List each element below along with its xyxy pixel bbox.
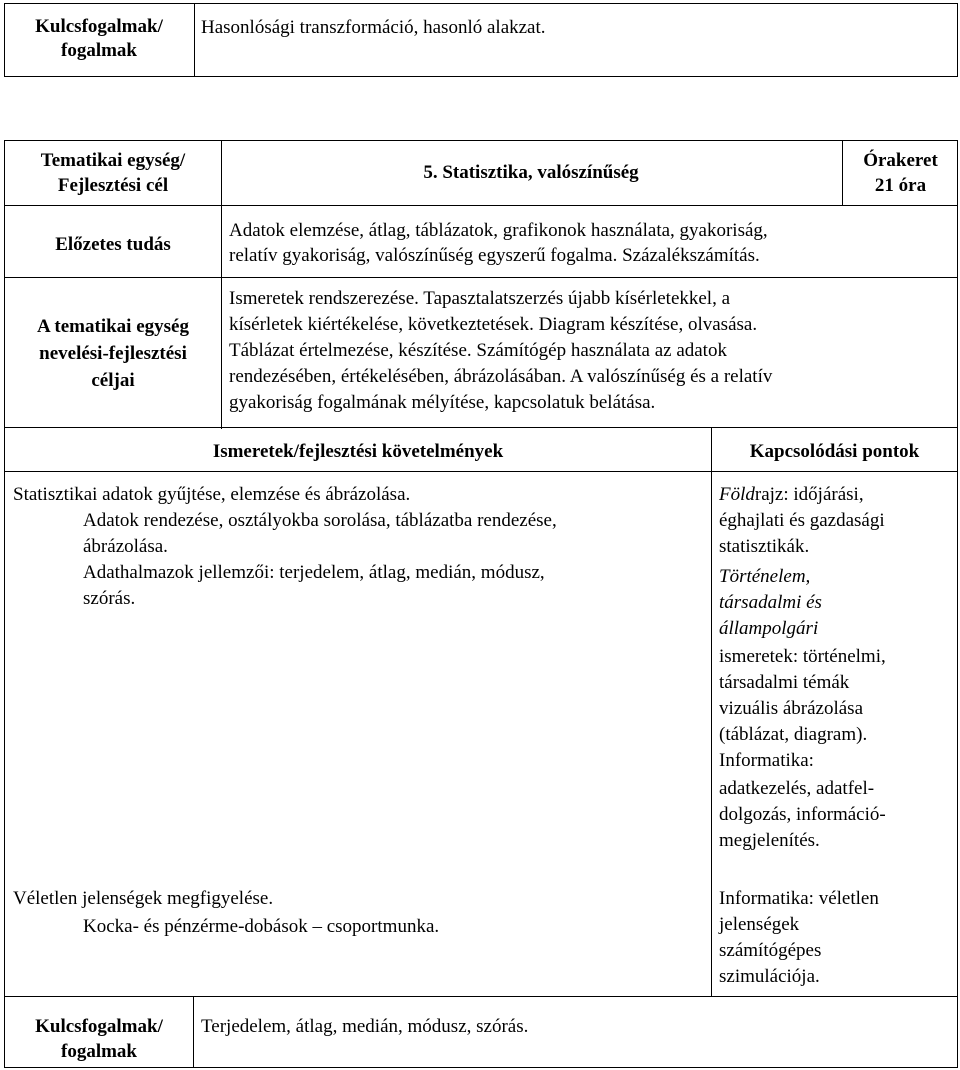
links-line-1: Földrajz: időjárási,: [719, 484, 864, 505]
req2-line-2: Kocka- és pénzérme-dobások – csoportmunka.: [83, 916, 440, 937]
links-header: Kapcsolódási pontok: [749, 441, 920, 462]
req-line-1: Statisztikai adatok gyűjtése, elemzése és ábrázolása.: [13, 484, 411, 505]
goals-label-line-3: céljai: [91, 370, 135, 391]
top-keyconcepts-value: Hasonlósági transzformáció, hasonló alakzat.: [201, 17, 546, 38]
top-keyconcepts-table: [4, 3, 958, 77]
links-line-5: társadalmi és: [719, 592, 822, 613]
bottom-keyconcepts-label-line-1: Kulcsfogalmak/: [35, 1016, 163, 1037]
links-line-7: ismeretek: történelmi,: [719, 646, 886, 667]
req-header-hline: [5, 471, 957, 472]
goals-line-3: Táblázat értelmezése, készítése. Számítógép használata az adatok: [229, 340, 727, 361]
prior-label: Előzetes tudás: [55, 234, 171, 255]
links-line-12: adatkezelés, adatfel-: [719, 778, 875, 799]
links-line-10: (táblázat, diagram).: [719, 724, 868, 745]
bottom-keyconcepts-divider: [193, 997, 194, 1067]
goals-line-2: kísérletek kiértékelése, következtetések. Diagram készítése, olvasása.: [229, 314, 758, 335]
goals-line-4: rendezésében, értékelésében, ábrázolásában. A valószínűség és a relatív: [229, 366, 773, 387]
goals-line-5: gyakoriság fogalmának mélyítése, kapcsolatuk belátása.: [229, 392, 656, 413]
goals-line-1: Ismeretek rendszerezése. Tapasztalatszerzés újabb kísérletekkel, a: [229, 288, 731, 309]
unit-vline-hours: [842, 141, 843, 206]
goals-label-line-1: A tematikai egység: [37, 316, 189, 337]
links-line-2: éghajlati és gazdasági: [719, 510, 885, 531]
unit-header-label-line-1: Tematikai egység/: [40, 150, 186, 171]
links2-line-2: jelenségek: [719, 914, 800, 935]
unit-header-label-line-2: Fejlesztési cél: [57, 175, 169, 196]
links2-line-4: szimulációja.: [719, 966, 820, 987]
links-line-9: vizuális ábrázolása: [719, 698, 864, 719]
links-line-13: dolgozás, információ-: [719, 804, 886, 825]
requirements-header: Ismeretek/fejlesztési követelmények: [212, 441, 504, 462]
unit-vline-left: [221, 141, 222, 429]
links-line-11: Informatika:: [719, 750, 814, 771]
req-line-4: Adathalmazok jellemzői: terjedelem, átlag, medián, módusz,: [83, 562, 545, 583]
unit-table: [4, 140, 958, 428]
req2-line-1: Véletlen jelenségek megfigyelése.: [13, 888, 274, 909]
hours-label: Órakeret: [863, 150, 938, 171]
top-keyconcepts-label-cell: [4, 3, 195, 77]
unit-hline-2: [5, 277, 957, 278]
top-keyconcepts-label-line-2: fogalmak: [61, 40, 137, 61]
requirements-table: [4, 427, 958, 997]
req-line-3: ábrázolása.: [83, 536, 168, 557]
links-line-4: Történelem,: [719, 566, 811, 587]
links-line-6: állampolgári: [719, 618, 819, 639]
links-line-3: statisztikák.: [719, 536, 810, 557]
prior-line-1: Adatok elemzése, átlag, táblázatok, grafikonok használata, gyakoriság,: [229, 220, 768, 241]
unit-hline-1: [5, 205, 957, 206]
bottom-keyconcepts-label-line-2: fogalmak: [61, 1041, 137, 1062]
req-vline: [711, 427, 712, 996]
links-line-8: társadalmi témák: [719, 672, 850, 693]
links2-line-3: számítógépes: [719, 940, 822, 961]
unit-title: 5. Statisztika, valószínűség: [423, 162, 639, 183]
hours-value: 21 óra: [874, 175, 927, 196]
links-line-14: megjelenítés.: [719, 830, 820, 851]
req-line-5: szórás.: [83, 588, 136, 609]
req-line-2: Adatok rendezése, osztályokba sorolása, táblázatba rendezése,: [83, 510, 557, 531]
bottom-keyconcepts-value: Terjedelem, átlag, medián, módusz, szórás.: [201, 1016, 529, 1037]
top-keyconcepts-label-line-1: Kulcsfogalmak/: [35, 16, 163, 37]
links2-line-1: Informatika: véletlen: [719, 888, 879, 909]
bottom-keyconcepts-table: [4, 996, 958, 1068]
prior-line-2: relatív gyakoriság, valószínűség egyszerű fogalma. Százalékszámítás.: [229, 245, 760, 266]
goals-label-line-2: nevelési-fejlesztési: [39, 343, 187, 364]
